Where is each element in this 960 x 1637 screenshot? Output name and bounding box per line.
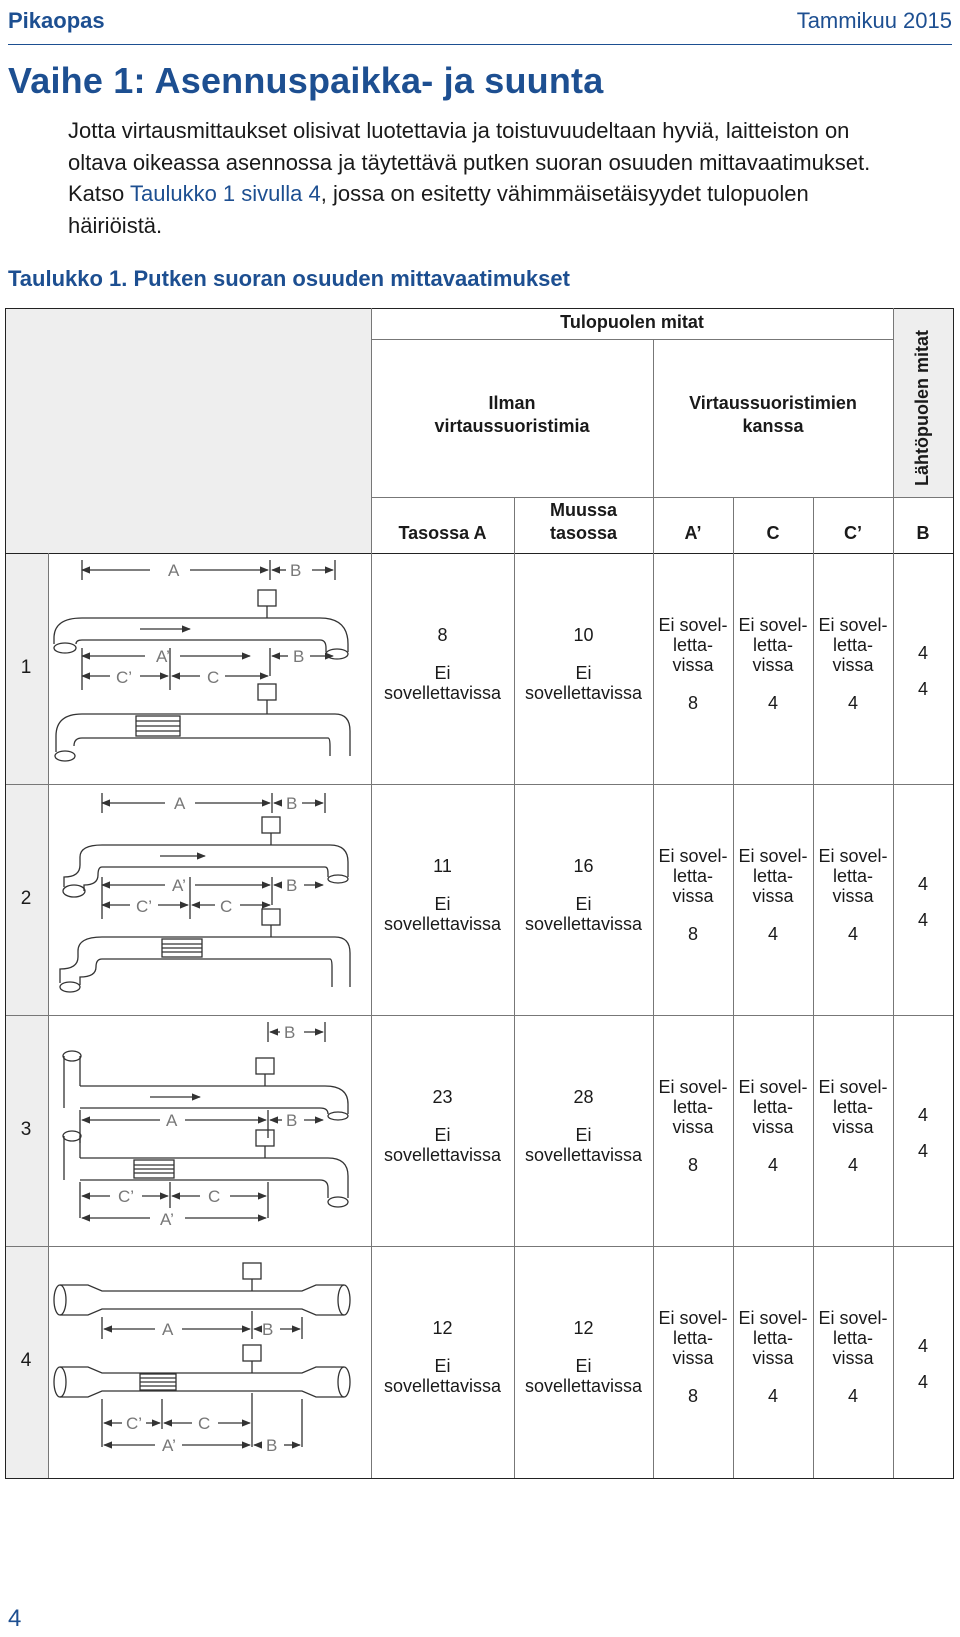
row-4-c-prime: [813, 1308, 893, 1406]
row-1-c-prime-na-2: letta-: [832, 635, 874, 655]
row-3-in-plane-na-1: Ei: [434, 1125, 451, 1145]
row-2-in-plane-na-1: Ei: [434, 894, 451, 914]
row-4-in-plane-value: 12: [432, 1318, 453, 1338]
row-4-out-plane-na-1: Ei: [575, 1356, 592, 1376]
dim-a-label: A: [162, 1320, 174, 1339]
row-2-c-prime-na-2: letta-: [832, 866, 874, 886]
row-3-a-prime-na-2: letta-: [672, 1097, 714, 1117]
dim-c-label: C: [220, 897, 233, 916]
row-4-c-prime-na-3: vissa: [832, 1348, 874, 1368]
row-4-c: [733, 1308, 813, 1406]
row-3-out-plane: [514, 1087, 653, 1165]
col-out-of-plane-line-1: Muussa: [549, 500, 618, 520]
row-3-b: [893, 1097, 953, 1169]
dim-b-label-2: B: [286, 876, 298, 895]
row-1-b-value-2: 4: [917, 679, 928, 699]
doc-type-label: Pikaopas: [8, 8, 105, 33]
doc-date: Tammikuu 2015: [796, 8, 952, 33]
row-2-out-plane-na-1: Ei: [575, 894, 592, 914]
row-3-b-value-2: 4: [917, 1141, 928, 1161]
row-1-in-plane-na-1: Ei: [434, 663, 451, 683]
row-1-in-plane-value: 8: [437, 625, 448, 645]
dim-c-prime-label: C’: [126, 1414, 143, 1433]
row-1-c-prime-na-1: Ei sovel-: [818, 615, 888, 635]
row-number: 2: [20, 888, 32, 909]
dim-b-label: B: [262, 1320, 274, 1339]
row-4-c-na-3: vissa: [752, 1348, 794, 1368]
row-2-pipe-diagram: [50, 787, 370, 1013]
row-3-in-plane: [371, 1087, 514, 1165]
row-3-c-prime: [813, 1077, 893, 1175]
col-c-prime: C’: [844, 523, 862, 543]
intro-line-1: Jotta virtausmittaukset olisivat luotettavia ja toistuvuudeltaan hyviä, laitteiston on: [68, 118, 850, 143]
row-4-a-prime-value: 8: [687, 1386, 698, 1406]
row-4-b: [893, 1328, 953, 1400]
intro-line-3-post: , jossa on esitetty vähimmäisetäisyydet tulopuolen: [320, 181, 809, 206]
row-1-a-prime-na-1: Ei sovel-: [658, 615, 728, 635]
intro-line-3-pre: Katso: [68, 181, 130, 206]
row-2-a-prime-na-3: vissa: [672, 886, 714, 906]
row-1-b-value-1: 4: [917, 643, 928, 663]
row-1-c-prime-value: 4: [847, 693, 858, 713]
row-number: 4: [20, 1350, 32, 1371]
without-conditioner-header: [371, 392, 653, 438]
row-4-c-prime-value: 4: [847, 1386, 858, 1406]
row-1-c-prime: [813, 615, 893, 713]
row-3-out-plane-na-2: sovellettavissa: [524, 1145, 643, 1165]
dim-a-prime-label: A’: [172, 876, 186, 895]
row-1-in-plane: [371, 625, 514, 703]
row-2-b-value-2: 4: [917, 910, 928, 930]
row-3-in-plane-na-2: sovellettavissa: [383, 1145, 502, 1165]
upstream-header: Tulopuolen mitat: [560, 312, 704, 332]
row-4-in-plane-na-2: sovellettavissa: [383, 1376, 502, 1396]
row-1-a-prime-na-2: letta-: [672, 635, 714, 655]
row-2-out-plane: [514, 856, 653, 934]
row-number: 1: [20, 657, 32, 678]
row-3-c-value: 4: [767, 1155, 778, 1175]
row-1-c: [733, 615, 813, 713]
row-2-out-plane-value: 16: [573, 856, 594, 876]
row-2-c: [733, 846, 813, 944]
dim-a-prime-label: A’: [162, 1436, 176, 1455]
row-3-c-prime-na-2: letta-: [832, 1097, 874, 1117]
col-b: B: [916, 523, 930, 543]
row-4-a-prime-na-1: Ei sovel-: [658, 1308, 728, 1328]
row-1-out-plane: [514, 625, 653, 703]
col-in-plane: Tasossa A: [398, 523, 487, 543]
row-3-pipe-diagram: [50, 1018, 370, 1244]
row-4-out-plane-value: 12: [573, 1318, 594, 1338]
row-4-c-value: 4: [767, 1386, 778, 1406]
page-number: 4: [8, 1605, 22, 1632]
row-1-c-value: 4: [767, 693, 778, 713]
row-2-out-plane-na-2: sovellettavissa: [524, 914, 643, 934]
intro-line-4: häiriöistä.: [68, 212, 163, 238]
dim-a-label: A: [166, 1111, 178, 1130]
row-2-c-na-1: Ei sovel-: [738, 846, 808, 866]
row-2-c-prime-na-3: vissa: [832, 886, 874, 906]
downstream-header: Lähtöpuolen mitat: [912, 330, 932, 486]
row-3-c-na-2: letta-: [752, 1097, 794, 1117]
dim-c-prime-label: C’: [116, 668, 133, 687]
without-conditioner-line-1: Ilman: [488, 393, 536, 413]
table-reference-link[interactable]: Taulukko 1 sivulla 4: [129, 181, 321, 206]
row-3-a-prime-na-1: Ei sovel-: [658, 1077, 728, 1097]
dim-c-label: C: [208, 1187, 221, 1206]
dim-a-prime-label: A’: [160, 1210, 174, 1229]
row-4-b-value-2: 4: [917, 1372, 928, 1392]
dim-b-label: B: [286, 794, 298, 813]
row-4-c-prime-na-2: letta-: [832, 1328, 874, 1348]
with-conditioner-header: [653, 392, 893, 438]
dim-b-label-2: B: [286, 1111, 298, 1130]
row-number: 3: [20, 1119, 32, 1140]
row-3-c: [733, 1077, 813, 1175]
row-2-a-prime-na-1: Ei sovel-: [658, 846, 728, 866]
row-2-in-plane-na-2: sovellettavissa: [383, 914, 502, 934]
row-4-c-na-2: letta-: [752, 1328, 794, 1348]
header-divider: [8, 44, 952, 45]
row-1-in-plane-na-2: sovellettavissa: [383, 683, 502, 703]
row-1-c-prime-na-3: vissa: [832, 655, 874, 675]
intro-paragraph: [68, 115, 948, 241]
row-4-out-plane-na-2: sovellettavissa: [524, 1376, 643, 1396]
with-conditioner-line-2: kanssa: [742, 416, 804, 436]
col-out-of-plane: [514, 499, 653, 545]
row-1-c-na-3: vissa: [752, 655, 794, 675]
row-1-a-prime-value: 8: [687, 693, 698, 713]
row-2-a-prime-na-2: letta-: [672, 866, 714, 886]
row-3-c-prime-value: 4: [847, 1155, 858, 1175]
row-4-b-value-1: 4: [917, 1336, 928, 1356]
row-2-c-prime-na-1: Ei sovel-: [818, 846, 888, 866]
row-3-out-plane-na-1: Ei: [575, 1125, 592, 1145]
header-blank-cell: [6, 309, 371, 553]
row-2-c-prime: [813, 846, 893, 944]
row-3-a-prime: [653, 1077, 733, 1175]
dim-c-label: C: [198, 1414, 211, 1433]
dim-a-prime-label: A’: [156, 647, 170, 666]
dim-a-label: A: [168, 561, 180, 580]
col-a-prime: A’: [684, 523, 702, 543]
row-1-pipe-diagram: [50, 556, 370, 782]
row-2-c-na-2: letta-: [752, 866, 794, 886]
row-2-a-prime-value: 8: [687, 924, 698, 944]
row-1-a-prime-na-3: vissa: [672, 655, 714, 675]
row-3-b-value-1: 4: [917, 1105, 928, 1125]
row-4-c-na-1: Ei sovel-: [738, 1308, 808, 1328]
row-1-b: [893, 635, 953, 707]
intro-line-3: [68, 178, 948, 210]
row-4-a-prime: [653, 1308, 733, 1406]
row-1-out-plane-na-2: sovellettavissa: [524, 683, 643, 703]
row-4-a-prime-na-2: letta-: [672, 1328, 714, 1348]
row-1-a-prime: [653, 615, 733, 713]
row-3-a-prime-value: 8: [687, 1155, 698, 1175]
row-4-out-plane: [514, 1318, 653, 1396]
dim-c-label: C: [207, 668, 220, 687]
row-4-in-plane-na-1: Ei: [434, 1356, 451, 1376]
intro-line-2: oltava oikeassa asennossa ja täytettävä putken suoran osuuden mittavaatimukset.: [68, 149, 871, 175]
dim-b-label-2: B: [293, 647, 305, 666]
row-2-b-value-1: 4: [917, 874, 928, 894]
col-c: C: [766, 523, 780, 543]
row-2-c-na-3: vissa: [752, 886, 794, 906]
section-title: Vaihe 1: Asennuspaikka- ja suunta: [8, 60, 604, 101]
col-out-of-plane-line-2: tasossa: [549, 523, 618, 543]
row-4-c-prime-na-1: Ei sovel-: [818, 1308, 888, 1328]
dim-c-prime-label: C’: [136, 897, 153, 916]
dim-b-label: B: [284, 1023, 296, 1042]
row-4-pipe-diagram: [50, 1249, 370, 1475]
dim-b-label-2: B: [266, 1436, 278, 1455]
row-1-c-na-2: letta-: [752, 635, 794, 655]
table-caption: Taulukko 1. Putken suoran osuuden mittavaatimukset: [8, 266, 570, 291]
row-3-c-prime-na-1: Ei sovel-: [818, 1077, 888, 1097]
row-2-in-plane: [371, 856, 514, 934]
row-3-out-plane-value: 28: [573, 1087, 594, 1107]
row-1-c-na-1: Ei sovel-: [738, 615, 808, 635]
row-1-out-plane-value: 10: [573, 625, 594, 645]
row-2-c-value: 4: [767, 924, 778, 944]
row-2-b: [893, 866, 953, 938]
row-2-c-prime-value: 4: [847, 924, 858, 944]
row-3-c-na-1: Ei sovel-: [738, 1077, 808, 1097]
row-4-in-plane: [371, 1318, 514, 1396]
row-3-a-prime-na-3: vissa: [672, 1117, 714, 1137]
with-conditioner-line-1: Virtaussuoristimien: [689, 393, 857, 413]
row-1-out-plane-na-1: Ei: [575, 663, 592, 683]
row-4-a-prime-na-3: vissa: [672, 1348, 714, 1368]
row-2-in-plane-value: 11: [433, 856, 452, 876]
dim-a-label: A: [174, 794, 186, 813]
row-2-a-prime: [653, 846, 733, 944]
dim-c-prime-label: C’: [118, 1187, 135, 1206]
dim-b-label: B: [290, 561, 302, 580]
without-conditioner-line-2: virtaussuoristimia: [434, 416, 590, 436]
row-3-in-plane-value: 23: [432, 1087, 453, 1107]
row-3-c-na-3: vissa: [752, 1117, 794, 1137]
row-3-c-prime-na-3: vissa: [832, 1117, 874, 1137]
